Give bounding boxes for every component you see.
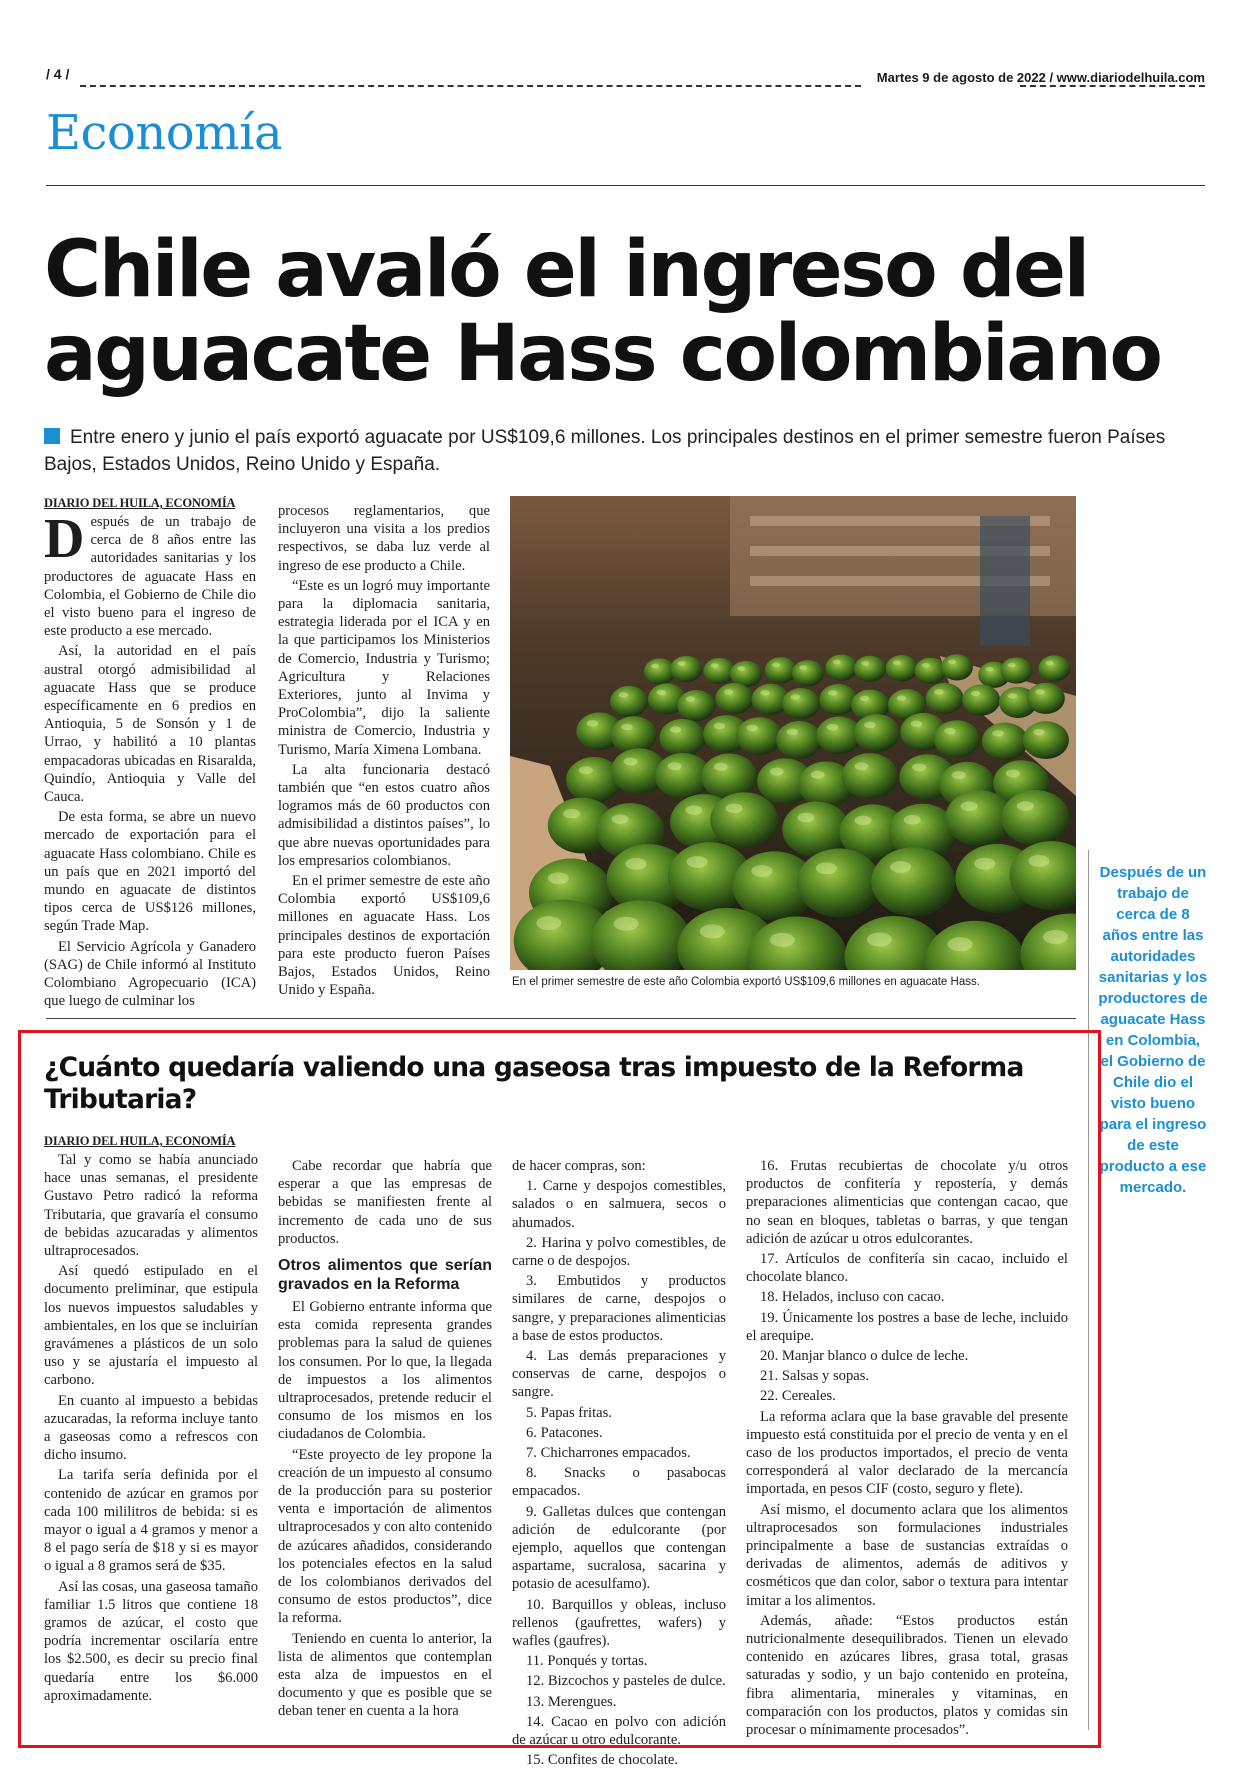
paragraph: procesos reglamentarios, que incluyeron una visita a los predios respectivos, se daba luz verde al ingreso de ese producto a Chile. <box>278 503 490 574</box>
avocado-highlight <box>770 933 795 947</box>
paragraph: Después de un trabajo de cerca de 8 años entre las autoridades sanitarias y los productores de aguacate Hass en Colombia, el Gobierno de Chile dio el visto bueno para el ingreso de este producto a ese mercado. <box>44 508 256 640</box>
avocado-highlight <box>687 856 708 868</box>
avocado-highlight <box>1035 689 1045 694</box>
avocado-highlight <box>724 689 734 694</box>
avocado-shape <box>941 654 973 680</box>
avocado-highlight <box>890 861 911 873</box>
section-rule <box>46 185 1205 186</box>
photo-caption: En el primer semestre de este año Colombia exportó US$109,6 millones en aguacate Hass. <box>512 976 980 988</box>
list-item: 20. Manjar blanco o dulce de leche. <box>760 1348 969 1365</box>
avocado-highlight <box>828 690 838 695</box>
avocado-highlight <box>855 816 872 826</box>
list-item: 2. Harina y polvo comestibles, de carne o de despojos. <box>512 1234 726 1270</box>
paragraph: “Este proyecto de ley propone la creación de un impuesto al consumo de la producción para su posterior venta e importación de alimentos ultraprocesados y con alto contenido de azúcares añadidos, considerando los potenciales efectos en la salud de los colombianos derivados del consumo de estos productos”, dice la reforma. <box>278 1446 492 1627</box>
avocado-highlight <box>678 661 686 665</box>
avocado-highlight <box>787 729 799 735</box>
avocado-highlight <box>816 862 837 874</box>
article-divider <box>46 1018 1076 1019</box>
avocado-highlight <box>657 690 667 695</box>
avocado-highlight <box>746 725 758 731</box>
avocado-highlight <box>700 924 725 938</box>
avocado-highlight <box>760 690 770 695</box>
avocado-highlight <box>548 872 569 884</box>
avocado-highlight <box>944 728 956 734</box>
avocado-shape <box>670 656 702 682</box>
avocado-shape <box>819 684 857 715</box>
avocado-highlight <box>948 937 973 951</box>
avocado-shape <box>610 686 648 717</box>
byline: DIARIO DEL HUILA, ECONOMÍA <box>44 1134 236 1148</box>
second-article-column-2 <box>278 1157 492 1723</box>
avocado-shape <box>1001 790 1069 846</box>
avocado-shape <box>715 683 753 714</box>
avocado-shape <box>1000 657 1032 683</box>
list-item: 13. Merengues. <box>526 1693 617 1710</box>
avocado-highlight <box>961 801 978 811</box>
list-item: 19. Únicamente los postres a base de leche, incluido el arequipe. <box>746 1309 1068 1344</box>
avocado-highlight <box>685 805 702 815</box>
avocado-highlight <box>985 667 993 671</box>
list-item: 1. Carne y despojos comestibles, salados o en salmuera, secos o ahumados. <box>512 1178 726 1231</box>
avocado-highlight <box>861 661 869 665</box>
avocado-highlight <box>867 932 892 946</box>
avocado-highlight <box>726 803 743 813</box>
avocado-highlight <box>971 691 981 696</box>
avocado-highlight <box>612 814 629 824</box>
avocado-highlight <box>897 695 907 700</box>
avocado-shape <box>842 753 898 799</box>
avocado-highlight <box>1006 769 1020 777</box>
avocado-shape <box>792 660 824 686</box>
paragraph: La tarifa sería definida por el contenido de azúcar en gramos por cada 100 mililitros de bebida: si es mayor o igual a 4 gramos y menor a 8 el pago sería de $18 y si es mayor o igual a 8 gramos será de $35. <box>44 1467 258 1575</box>
avocado-shape <box>677 690 715 721</box>
paragraph: La alta funcionaria destacó también que “en estos cuatro años logramos más de 60 productos con admisibilidad a distintos países”, lo que abre nuevas oportunidades para los empresarios colombianos. <box>278 761 490 869</box>
paragraph: Así las cosas, una gaseosa tamaño familiar 1.5 litros que contiene 18 gramos de azúcar, el costo que podría incrementar oscilaría entre los $2.500, es decir su precio final quedaría entre los $6.000 aproximadamente. <box>44 1578 258 1704</box>
dateline: Martes 9 de agosto de 2022 / www.diariodelhuila.com <box>876 70 1205 85</box>
list-item: 6. Patacones. <box>526 1424 603 1441</box>
avocado-highlight <box>686 696 696 701</box>
avocado-shape <box>1027 683 1065 714</box>
second-article-column-3 <box>512 1157 726 1772</box>
avocado-shape <box>776 721 822 759</box>
paragraph: Así quedó estipulado en el documento preliminar, que estipula los nuevos impuestos saludables y ambientales, en los que se incluirían gravámenes a plásticos de un solo uso y se ajustaría el impuesto al carbono. <box>44 1263 258 1389</box>
list-item: 12. Bizcochos y pasteles de dulce. <box>526 1673 726 1690</box>
list-item: 10. Barquillos y obleas, incluso rellenos (gaufrettes, wafers) y wafles (gaufres). <box>512 1596 726 1650</box>
avocado-photo <box>510 496 1076 970</box>
drop-cap: D <box>44 508 85 570</box>
avocado-highlight <box>1046 661 1054 665</box>
avocado-highlight <box>714 723 726 729</box>
list-item: 14. Cacao en polvo con adición de azúcar u otro edulcorante. <box>512 1713 726 1749</box>
avocado-shape <box>926 683 964 714</box>
avocado-photo-illustration <box>510 496 1076 970</box>
avocado-shape <box>886 655 918 681</box>
list-item: 9. Galletas dulces que contengan adición de edulcorante (por ejemplo, aquellos que contengan aspartame, sucralosa, sacarina y potasio de acesulfamo). <box>512 1503 726 1593</box>
paragraph: El Gobierno entrante informa que esta comida representa grandes problemas para la salud de quienes los consumen. Por lo que, la llegada de impuestos a los alimentos ultraprocesados, pretende reducir el consumo de los mismos en los ciudadanos de Colombia. <box>278 1299 492 1443</box>
list-item: 4. Las demás preparaciones y conservas de carne, despojos o sangre. <box>512 1348 726 1401</box>
avocado-highlight <box>670 726 682 732</box>
avocado-highlight <box>737 666 745 670</box>
paragraph: El Servicio Agrícola y Ganadero (SAG) de Chile informó al Instituto Colombiano Agropecuario (ICA) que luego de culminar los <box>44 938 256 1010</box>
avocado-shape <box>1038 655 1070 681</box>
avocado-highlight <box>711 663 719 667</box>
list-item: 22. Cereales. <box>760 1388 836 1405</box>
paragraph: de hacer compras, son: <box>512 1158 646 1174</box>
main-headline: Chile avaló el ingreso del aguacate Hass colombiano <box>44 225 1161 399</box>
avocado-shape <box>1023 721 1069 759</box>
avocado-highlight <box>992 730 1004 736</box>
pull-quote: Después de un trabajo de cerca de 8 años entre las autoridades sanitarias y los productores de aguacate Hass en Colombia, el Gobierno de Chile dio el visto bueno para el ingreso de este producto a ese mercado. <box>1098 864 1208 1196</box>
paragraph: En el primer semestre de este año Colombia exportó US$109,6 millones en aguacate Hass. Los principales destinos de exportación para este producto fueron Países Bajos, Estados Unidos, Reino Unido y España. <box>278 873 490 999</box>
paragraph: Así, la autoridad en el país austral otorgó admisibilidad al aguacate Hass que se produce específicamente en 6 predios en Antioquia, 5 de Sonsón y 1 de Urrao, y habilitó a 10 plantas empacadoras ubicadas en Risaralda, Quindío, Antioquia y Valle del Cauca. <box>44 643 256 806</box>
avocado-highlight <box>1008 663 1016 667</box>
avocado-highlight <box>864 722 876 728</box>
avocado-highlight <box>536 916 561 930</box>
avocado-highlight <box>833 660 841 664</box>
avocado-highlight <box>1008 693 1018 698</box>
page-number: / 4 / <box>46 66 70 82</box>
avocado-shape <box>611 716 657 754</box>
avocado-shape <box>854 656 886 682</box>
avocado-highlight <box>619 692 629 697</box>
avocado-highlight <box>974 858 995 870</box>
avocado-highlight <box>952 771 966 779</box>
avocado-highlight <box>1017 801 1034 811</box>
avocado-shape <box>934 720 980 758</box>
avocado-shape <box>982 723 1028 761</box>
avocado-shape <box>736 717 782 755</box>
paragraph: Además, añade: “Estos productos están nutricionalmente desequilibrados. Tienen un elevado contenido en azúcares libres, grasa total, grasas saturadas y sodio, y un bajo contenido en proteína, fibra alimentaria, minerales y vitaminas, en comparación con los productos, platos y comidas sin procesar o mínimamente procesados”. <box>746 1612 1068 1739</box>
main-article-column-1 <box>44 496 256 1012</box>
bullet-square-icon <box>44 428 60 444</box>
paragraph: La reforma aclara que la base gravable del presente impuesto está constituida por el precio de venta y en el caso de los productos importados, el precio de venta corresponderá al valor declarado de la mercancía importada, en pesos CIF (costo, seguro y flete). <box>746 1408 1068 1498</box>
avocado-highlight <box>621 724 633 730</box>
avocado-highlight <box>614 917 639 931</box>
avocado-highlight <box>934 689 944 694</box>
avocado-shape <box>782 688 820 719</box>
paragraph: En cuanto al impuesto a bebidas azucaradas, la reforma incluye tanto a gaseosas como a refrescos con dicho insumo. <box>44 1392 258 1464</box>
avocado-highlight <box>912 763 926 771</box>
lead-text: Entre enero y junio el país exportó aguacate por US$109,6 millones. Los principales destinos en el primer semestre fueron Países Bajos, Estados Unidos, Reino Unido y España. <box>44 427 1166 475</box>
main-article-column-2 <box>278 502 490 1001</box>
avocado-highlight <box>770 768 784 776</box>
paragraph: Así mismo, el documento aclara que los alimentos ultraprocesados son formulaciones industriales principalmente a base de sustancias extraídas o derivadas de alimentos, además de aditivos y cosméticos que dan color, sabor o textura para intentar imitar a los alimentos. <box>746 1501 1068 1609</box>
second-article-column-4 <box>746 1157 1068 1741</box>
paragraph: Teniendo en cuenta lo anterior, la lista de alimentos que contemplan esta alza de impuestos en el documento y que es posible que se deban tener en cuenta a la hora <box>278 1630 492 1720</box>
avocado-shape <box>854 714 900 752</box>
avocado-highlight <box>854 762 868 770</box>
avocado-highlight <box>772 662 780 666</box>
avocado-highlight <box>860 696 870 701</box>
avocado-shape <box>797 849 881 918</box>
header-rule <box>80 85 861 87</box>
paragraph: “Este es un logró muy importante para la diplomacia sanitaria, estrategia liderada por el ICA y en la que participamos los Ministerios de Comercio, Industria y Turismo; Agricultura y Relaciones Exteriores, junto al Invima y ProColombia”, dijo la saliente ministra de Comercio, Industria y Turismo, María Ximena Lombana. <box>278 577 490 758</box>
section-title: Economía <box>46 105 283 161</box>
list-item: 16. Frutas recubiertas de chocolate y/u otros productos de confitería y repostería, y demás preparaciones alimenticias que contengan cacao, que no sean en bloques, tabletas o barras, y que tengan adición de azúcar u otros edulcorantes. <box>746 1158 1068 1247</box>
avocado-highlight <box>624 758 638 766</box>
avocado-highlight <box>911 720 923 726</box>
avocado-highlight <box>651 664 659 668</box>
list-item: 15. Confites de chocolate. <box>526 1752 678 1769</box>
avocado-highlight <box>948 660 956 664</box>
byline: DIARIO DEL HUILA, ECONOMÍA <box>44 496 236 510</box>
second-article-column-1 <box>44 1134 258 1707</box>
avocado-highlight <box>1028 855 1049 867</box>
list-item: 5. Papas fritas. <box>526 1404 612 1421</box>
header-rule-right <box>1020 85 1205 87</box>
paragraph: Cabe recordar que habría que esperar a que las empresas de bebidas se manifiesten frente al incremento de cada uno de sus productos. <box>278 1158 492 1247</box>
avocado-shape <box>871 847 955 916</box>
avocado-highlight <box>587 720 599 726</box>
avocado-highlight <box>579 766 593 774</box>
lead-paragraph <box>44 424 1214 478</box>
avocado-shape <box>659 719 705 757</box>
avocado-highlight <box>791 694 801 699</box>
avocado-shape <box>765 657 797 683</box>
list-item: 11. Ponqués y tortas. <box>526 1653 648 1670</box>
avocado-highlight <box>751 865 772 877</box>
avocado-highlight <box>714 763 728 771</box>
avocado-highlight <box>893 660 901 664</box>
avocado-shape <box>710 792 778 848</box>
avocado-highlight <box>811 771 825 779</box>
list-item: 3. Embutidos y productos similares de carne, despojos o sangre, y preparaciones alimenticias a base de estos productos. <box>512 1273 726 1344</box>
list-item: 17. Artículos de confitería sin cacao, incluido el chocolate blanco. <box>746 1251 1068 1286</box>
second-headline: ¿Cuánto quedaría valiendo una gaseosa tras impuesto de la Reforma Tributaria? <box>44 1052 1024 1115</box>
avocado-highlight <box>563 809 580 819</box>
list-item: 7. Chicharrones empacados. <box>526 1445 691 1462</box>
avocado-highlight <box>1043 930 1068 944</box>
list-item: 18. Helados, incluso con cacao. <box>760 1289 945 1306</box>
paragraph: De esta forma, se abre un nuevo mercado de exportación para el aguacate Hass colombiano. Chile es un país que en 2021 importó del mundo en aguacate de distintos tipos cerca de US$126 millones, según Trade Map. <box>44 809 256 935</box>
avocado-highlight <box>626 858 647 870</box>
avocado-shape <box>962 684 1000 715</box>
paragraph: Tal y como se había anunciado hace unas semanas, el presidente Gustavo Petro radicó la reforma Tributaria, que gravaría el consumo de bebidas azucaradas y alimentos ultraprocesados. <box>44 1152 258 1260</box>
avocado-highlight <box>922 663 930 667</box>
avocado-highlight <box>668 762 682 770</box>
avocado-highlight <box>798 813 815 823</box>
avocado-highlight <box>904 815 921 825</box>
avocado-highlight <box>799 665 807 669</box>
subheading: Otros alimentos que serían gravados en la Reforma <box>278 1257 492 1294</box>
avocado-highlight <box>1033 729 1045 735</box>
avocado-shape <box>826 654 858 680</box>
avocado-highlight <box>827 724 839 730</box>
list-item: 8. Snacks o pasabocas empacados. <box>512 1465 726 1500</box>
list-item: 21. Salsas y sopas. <box>760 1368 870 1385</box>
